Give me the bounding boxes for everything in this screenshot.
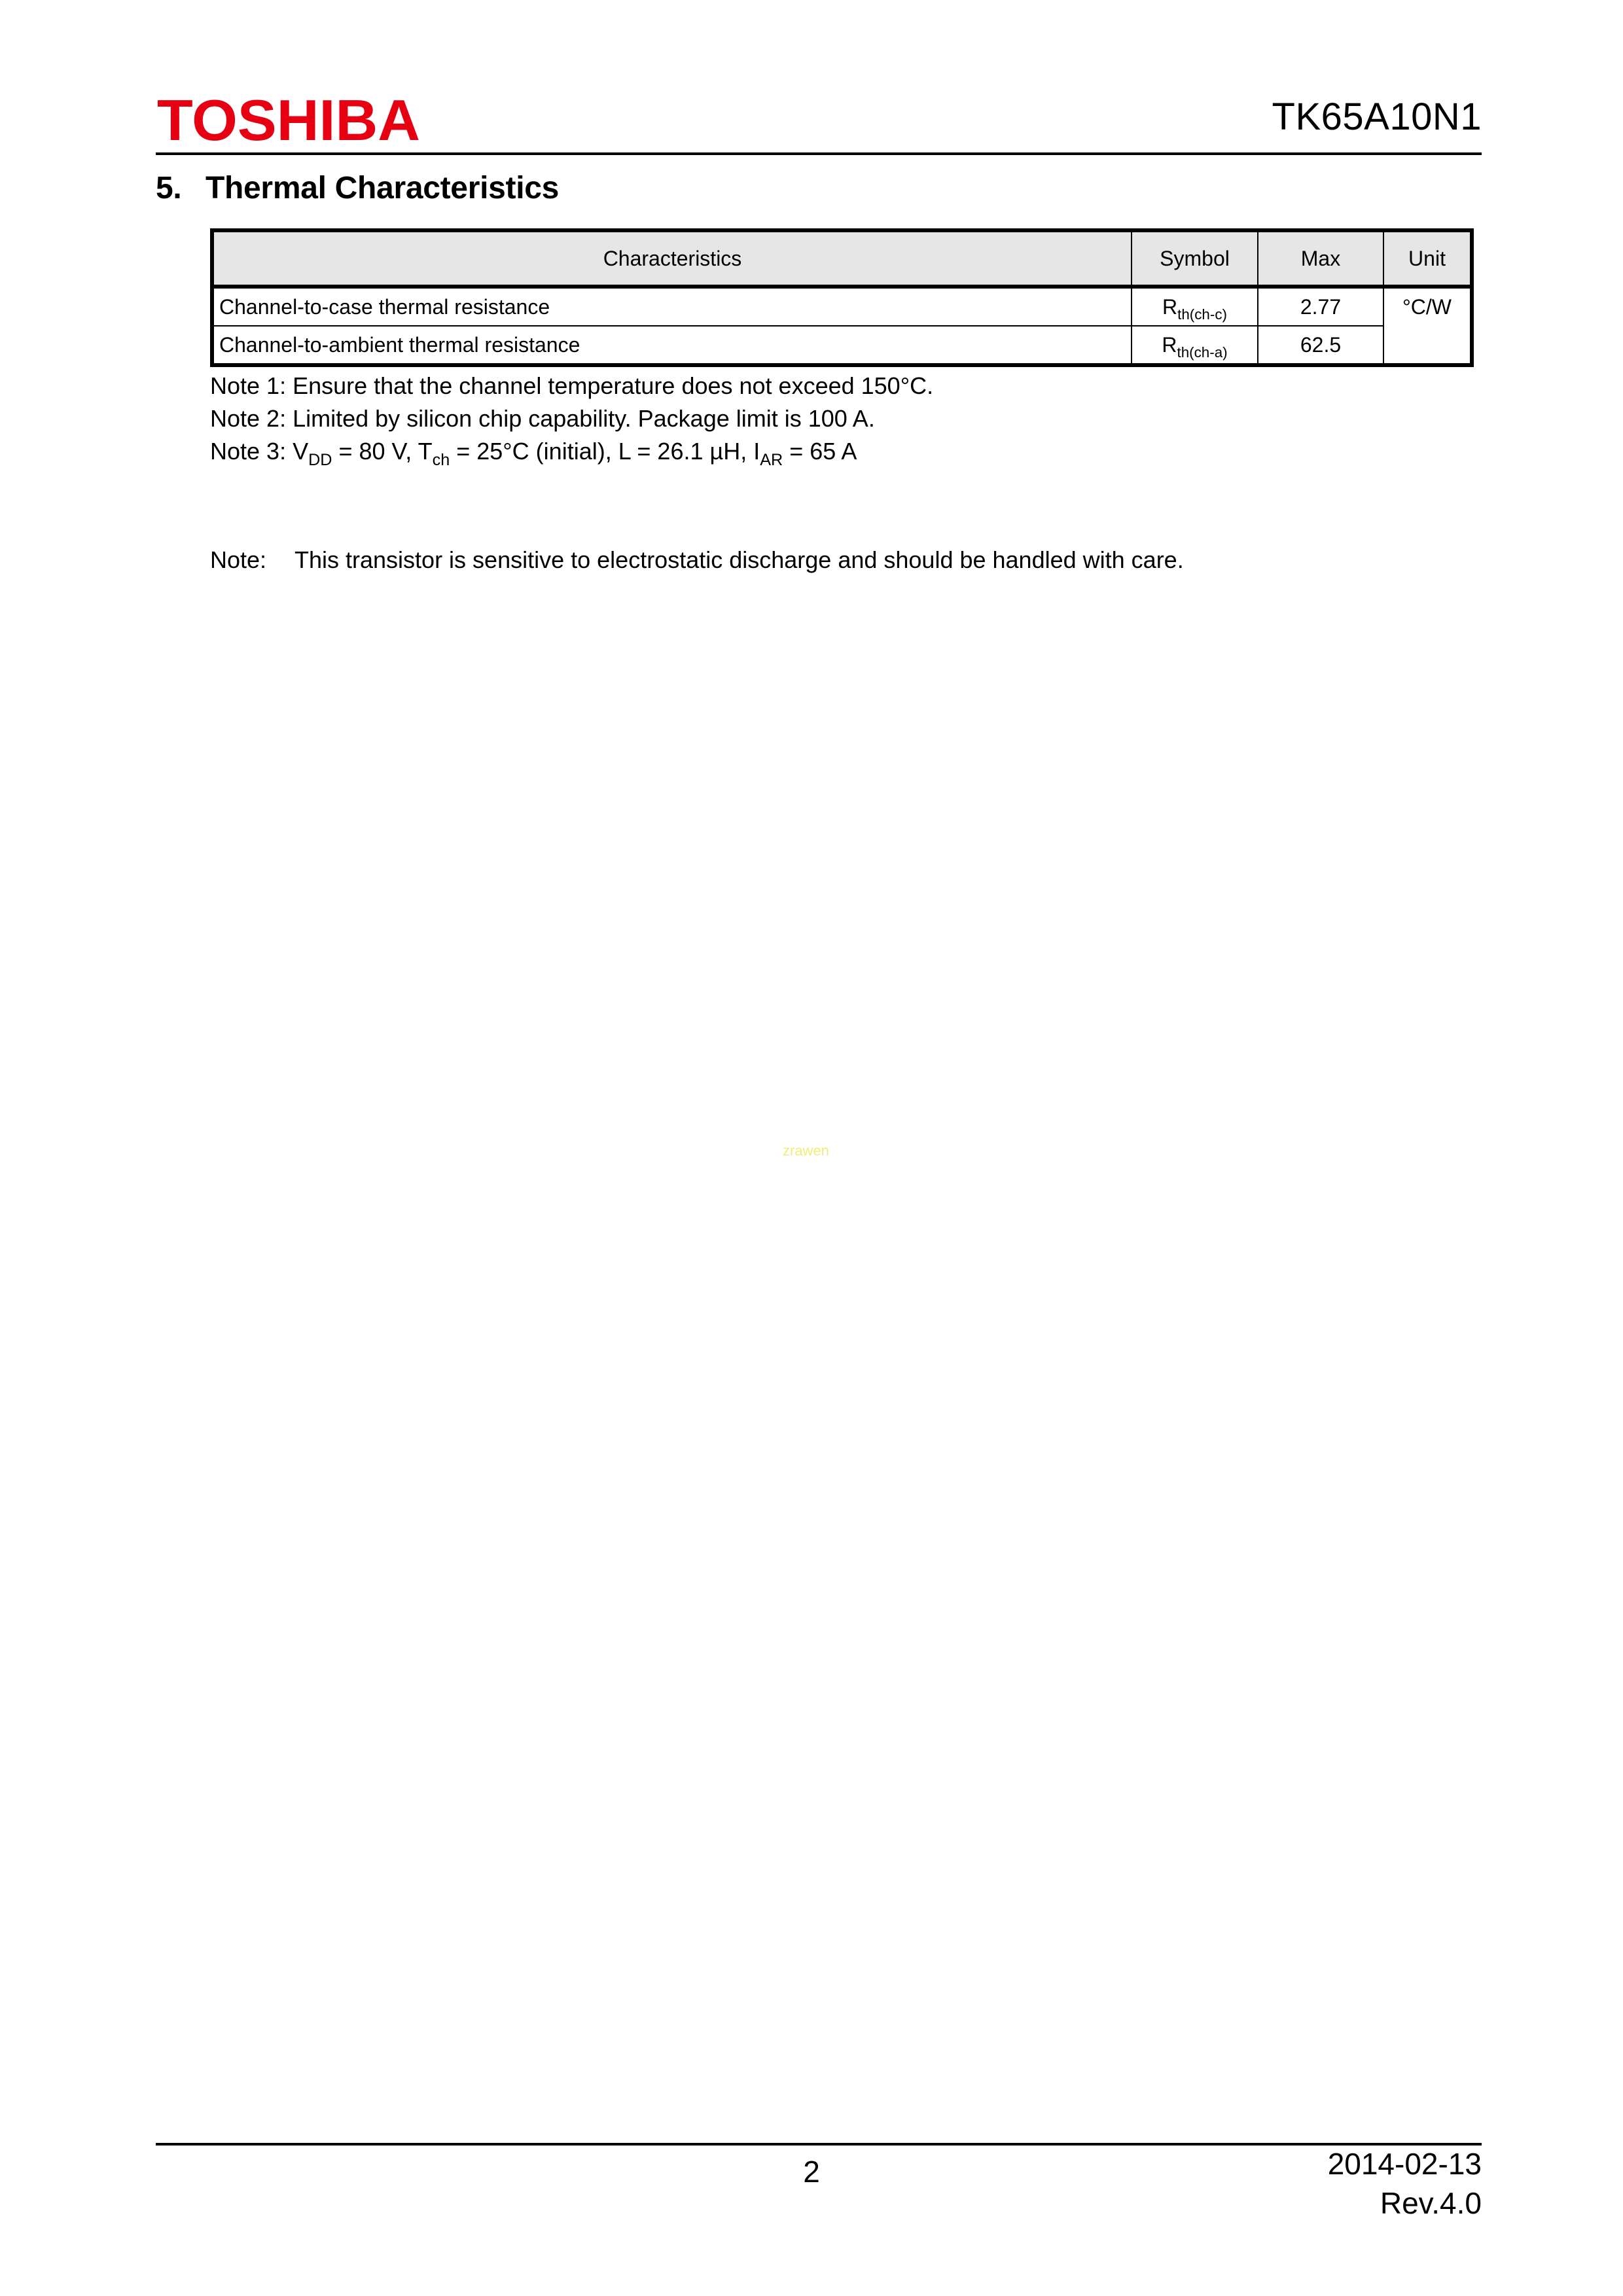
- symbol-subscript: th(ch-c): [1177, 306, 1227, 323]
- header-symbol: Symbol: [1132, 230, 1258, 287]
- note-3-text: = 80 V, T: [332, 438, 433, 465]
- note-3-text: Note 3: V: [210, 438, 309, 465]
- esd-note-text: This transistor is sensitive to electrostatic discharge and should be handled with care.: [294, 546, 1184, 573]
- esd-note: [210, 548, 1184, 572]
- footer-rule: [156, 2143, 1482, 2146]
- note-1: Note 1: Ensure that the channel temperature does not exceed 150°C.: [210, 372, 934, 399]
- max-cell: 2.77: [1258, 287, 1383, 326]
- symbol-base: R: [1162, 294, 1178, 319]
- page-number: 2: [803, 2155, 820, 2189]
- table-row: [212, 326, 1472, 365]
- header-max: Max: [1258, 230, 1383, 287]
- section-number: 5.: [156, 171, 182, 205]
- table-row: [212, 287, 1472, 326]
- part-number: TK65A10N1: [1272, 96, 1482, 138]
- note-3-text: = 25°C (initial), L = 26.1 µH, I: [450, 438, 760, 465]
- footer-revision: Rev.4.0: [1380, 2186, 1482, 2220]
- thermal-characteristics-table: [210, 228, 1474, 367]
- footer-date: 2014-02-13: [1327, 2147, 1482, 2181]
- note-3: [210, 438, 857, 469]
- symbol-cell: [1132, 287, 1258, 326]
- symbol-cell: [1132, 326, 1258, 365]
- watermark-text: zrawen: [783, 1142, 829, 1159]
- section-title-text: Thermal Characteristics: [205, 171, 560, 205]
- unit-cell: °C/W: [1383, 287, 1472, 365]
- iar-subscript: AR: [760, 450, 783, 469]
- esd-note-label: Note:: [210, 546, 267, 573]
- header-rule: [156, 152, 1482, 155]
- section-title: [156, 173, 559, 204]
- characteristic-cell: Channel-to-case thermal resistance: [212, 287, 1132, 326]
- toshiba-logo: [157, 90, 420, 147]
- symbol-subscript: th(ch-a): [1177, 344, 1228, 361]
- max-cell: 62.5: [1258, 326, 1383, 365]
- logo-text: TOSHIBA: [157, 90, 420, 147]
- table-header-row: [212, 230, 1472, 287]
- note-2: Note 2: Limited by silicon chip capability. Package limit is 100 A.: [210, 405, 875, 432]
- note-3-text: = 65 A: [783, 438, 857, 465]
- tch-subscript: ch: [432, 450, 450, 469]
- header-characteristics: Characteristics: [212, 230, 1132, 287]
- characteristic-cell: Channel-to-ambient thermal resistance: [212, 326, 1132, 365]
- header-unit: Unit: [1383, 230, 1472, 287]
- vdd-subscript: DD: [308, 450, 332, 469]
- symbol-base: R: [1162, 332, 1177, 357]
